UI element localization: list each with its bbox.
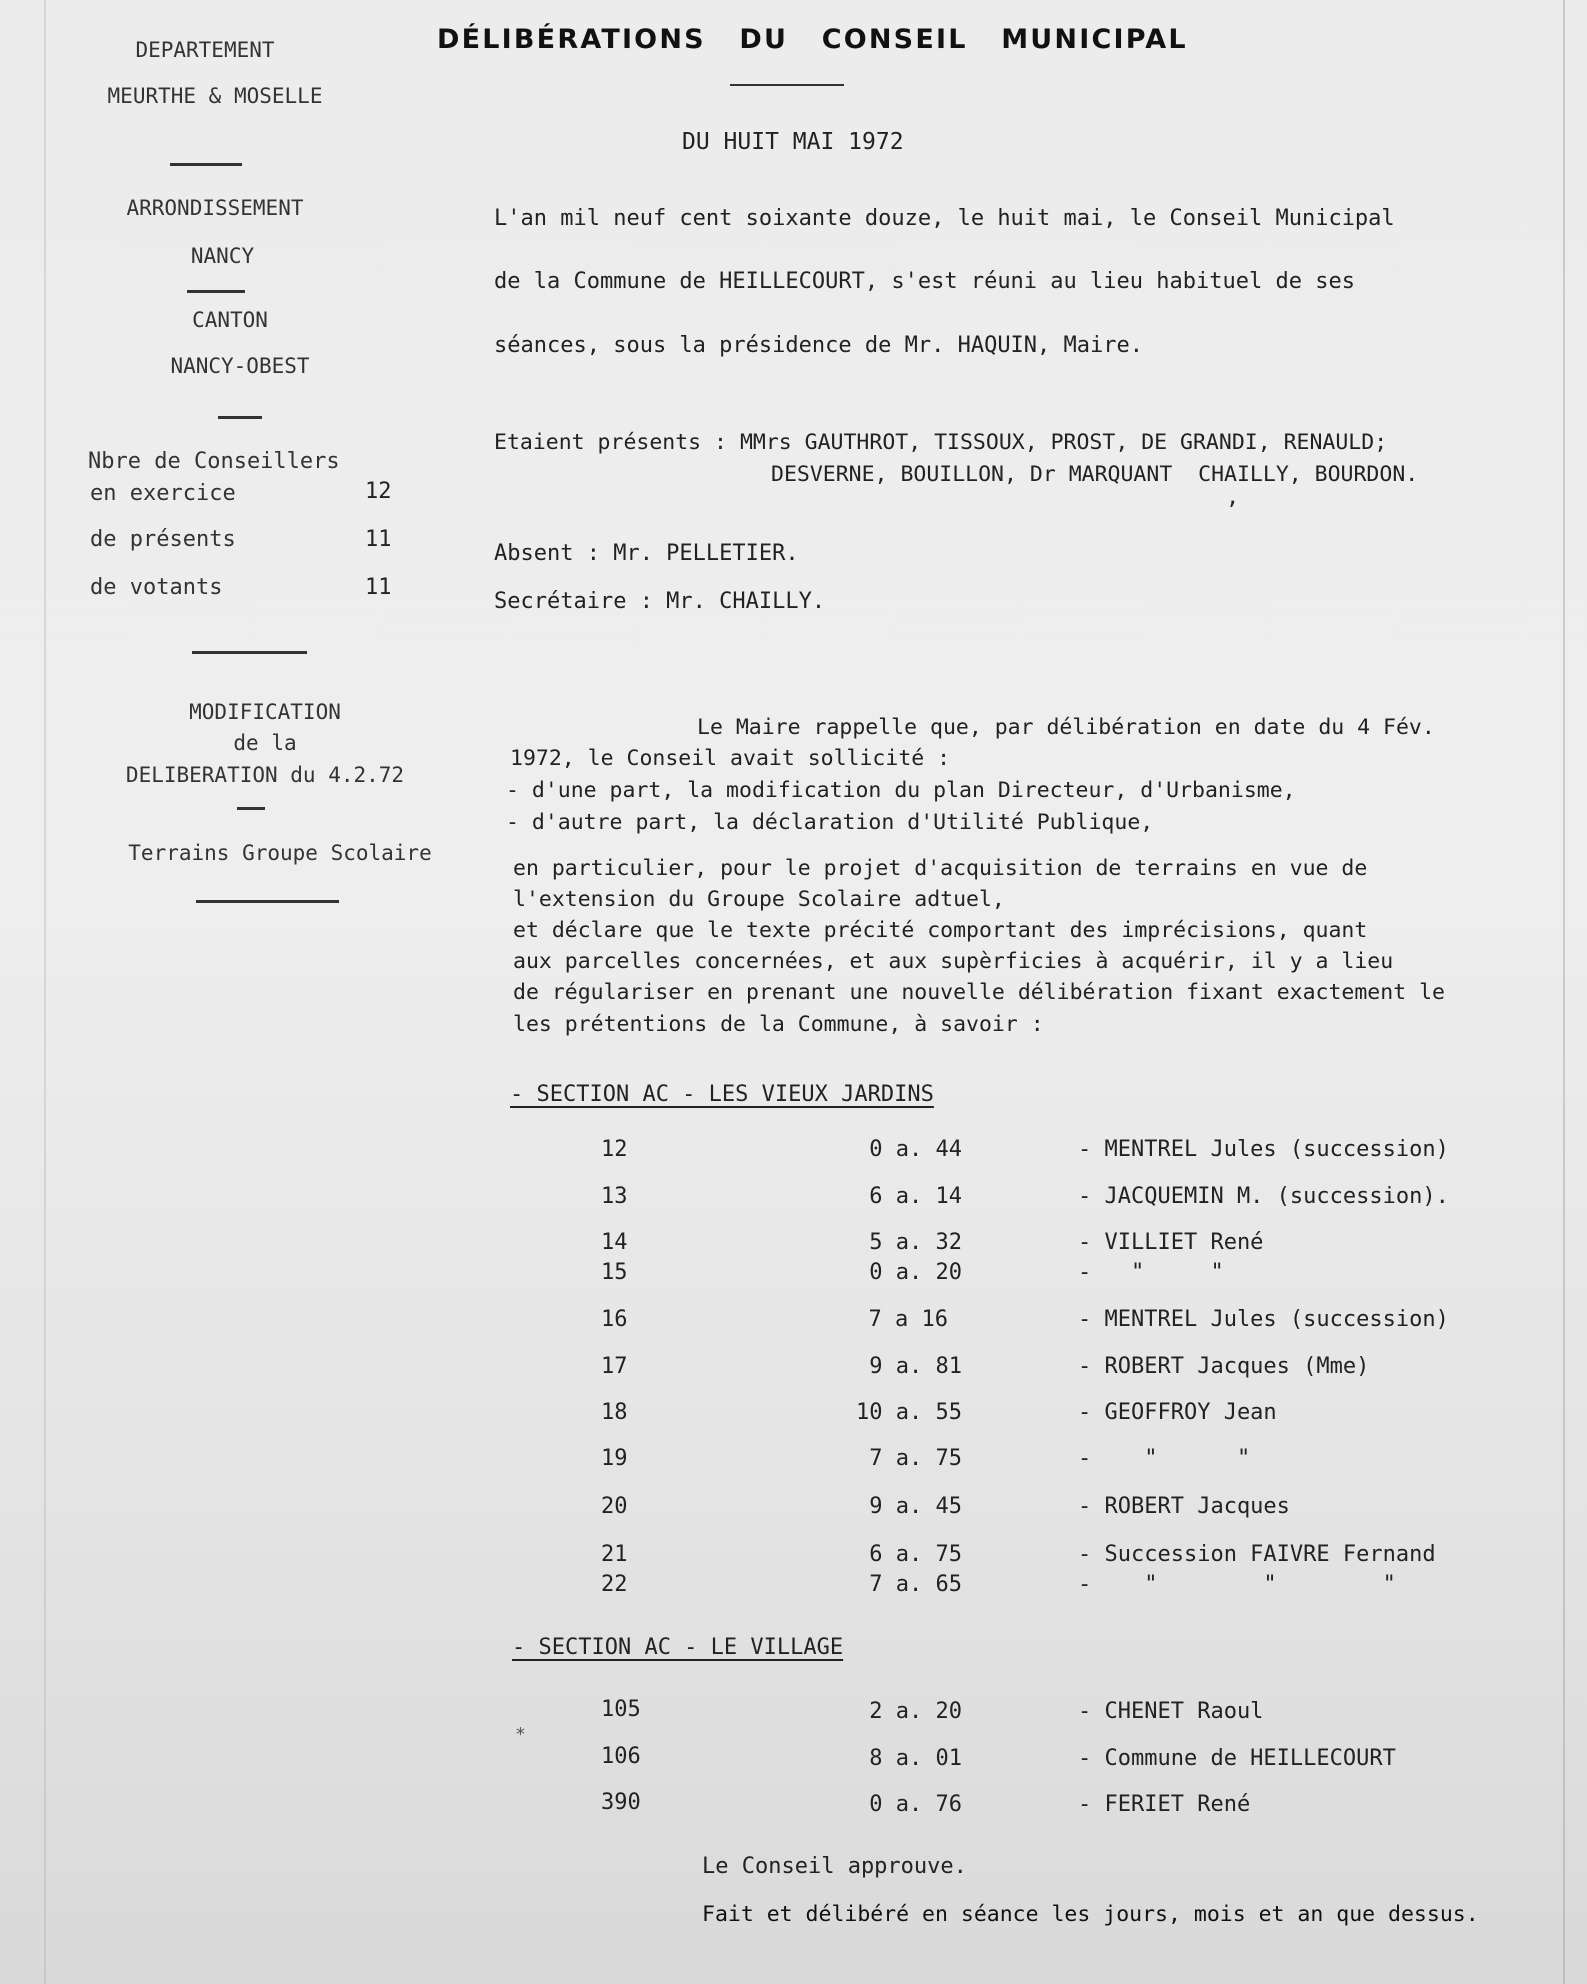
- parcel-owner: - FERIET René: [1078, 1792, 1251, 1817]
- attendance-secretaire: Secrétaire : Mr. CHAILLY.: [494, 589, 826, 614]
- parcel-number: 13: [601, 1184, 628, 1209]
- title-rule: [730, 84, 844, 86]
- body-line: l'extension du Groupe Scolaire adtuel,: [513, 887, 1005, 912]
- body-line: de régulariser en prenant une nouvelle délibération fixant exactement le: [513, 980, 1445, 1005]
- counts-votants-label: de votants: [90, 575, 223, 600]
- meeting-date: DU HUIT MAI 1972: [682, 129, 904, 155]
- separator: [192, 651, 307, 654]
- parcel-area: 7 a 16: [868, 1307, 948, 1332]
- counts-exercice-value: 12: [365, 479, 392, 504]
- parcel-area: 9 a. 81: [869, 1354, 962, 1379]
- departement-label: DEPARTEMENT: [135, 38, 275, 62]
- parcel-number: 18: [601, 1400, 628, 1425]
- closing-approve: Le Conseil approuve.: [702, 1854, 967, 1879]
- separator: [218, 416, 262, 419]
- parcel-area: 0 a. 44: [869, 1137, 962, 1162]
- parcel-area: 6 a. 14: [869, 1184, 962, 1209]
- parcel-number: 16: [601, 1307, 628, 1332]
- parcel-area: 7 a. 65: [869, 1572, 962, 1597]
- separator: [170, 163, 242, 166]
- arrondissement-label: ARRONDISSEMENT: [126, 196, 304, 220]
- parcel-area: 8 a. 01: [869, 1746, 962, 1771]
- parcel-owner: - MENTREL Jules (succession): [1078, 1307, 1449, 1332]
- parcel-owner: - Succession FAIVRE Fernand: [1078, 1542, 1436, 1567]
- parcel-owner: - " " ": [1078, 1572, 1396, 1597]
- parcel-area: 10 a. 55: [856, 1400, 962, 1425]
- parcel-owner: - ROBERT Jacques (Mme): [1078, 1354, 1370, 1379]
- body-line: en particulier, pour le projet d'acquisition de terrains en vue de: [513, 856, 1368, 881]
- parcel-number: 14: [601, 1230, 628, 1255]
- counts-header: Nbre de Conseillers: [88, 449, 340, 474]
- subject-line-3: DELIBERATION du 4.2.72: [125, 763, 405, 787]
- parcel-area: 2 a. 20: [869, 1699, 962, 1724]
- canton-value: NANCY-OBEST: [170, 354, 310, 378]
- separator: [237, 807, 265, 810]
- counts-exercice-label: en exercice: [90, 481, 236, 506]
- arrondissement-value: NANCY: [190, 244, 255, 268]
- separator: [196, 900, 339, 903]
- body-line: et déclare que le texte précité comportant des imprécisions, quant: [513, 918, 1368, 943]
- subject-line-2: de la: [233, 731, 297, 755]
- parcel-area: 7 a. 75: [869, 1446, 962, 1471]
- attendance-comma: ,: [1226, 485, 1240, 510]
- parcel-area: 5 a. 32: [869, 1230, 962, 1255]
- parcel-number: 390: [601, 1790, 641, 1815]
- counts-presents-value: 11: [365, 527, 392, 552]
- page-fold-line: [44, 0, 46, 1984]
- parcel-owner: - CHENET Raoul: [1078, 1699, 1264, 1724]
- separator: [187, 290, 245, 293]
- parcel-area: 0 a. 76: [869, 1792, 962, 1817]
- canton-label: CANTON: [192, 308, 268, 332]
- parcel-number: 22: [601, 1572, 628, 1597]
- asterisk-marker: *: [515, 1724, 526, 1745]
- parcel-number: 106: [601, 1744, 641, 1769]
- parcel-owner: - " ": [1078, 1260, 1224, 1285]
- page-title: DÉLIBÉRATIONS DU CONSEIL MUNICIPAL: [437, 24, 1188, 55]
- parcel-owner: - MENTREL Jules (succession): [1078, 1137, 1449, 1162]
- counts-presents-label: de présents: [90, 527, 236, 552]
- parcel-number: 12: [601, 1137, 628, 1162]
- parcel-owner: - GEOFFROY Jean: [1078, 1400, 1277, 1425]
- parcel-number: 17: [601, 1354, 628, 1379]
- section-heading: - SECTION AC - LES VIEUX JARDINS: [510, 1082, 934, 1107]
- parcel-number: 21: [601, 1542, 628, 1567]
- attendance-presents-continued: DESVERNE, BOUILLON, Dr MARQUANT CHAILLY, BOURDON.: [771, 462, 1419, 487]
- parcel-number: 20: [601, 1494, 628, 1519]
- attendance-absent: Absent : Mr. PELLETIER.: [494, 541, 799, 566]
- counts-votants-value: 11: [365, 575, 392, 600]
- subject-line-4: Terrains Groupe Scolaire: [128, 841, 432, 865]
- intro-line-3: séances, sous la présidence de Mr. HAQUIN, Maire.: [494, 333, 1144, 358]
- departement-value: MEURTHE & MOSELLE: [107, 84, 323, 108]
- body-line: 1972, le Conseil avait sollicité :: [510, 746, 951, 771]
- parcel-owner: - ROBERT Jacques: [1078, 1494, 1290, 1519]
- subject-line-1: MODIFICATION: [189, 700, 341, 724]
- body-line: - d'une part, la modification du plan Directeur, d'Urbanisme,: [506, 778, 1296, 803]
- body-line: Le Maire rappelle que, par délibération en date du 4 Fév.: [697, 715, 1435, 740]
- closing-signoff: Fait et délibéré en séance les jours, mois et an que dessus.: [702, 1902, 1479, 1927]
- parcel-number: 19: [601, 1446, 628, 1471]
- parcel-area: 6 a. 75: [869, 1542, 962, 1567]
- intro-line-2: de la Commune de HEILLECOURT, s'est réuni au lieu habituel de ses: [494, 269, 1355, 294]
- body-line: les prétentions de la Commune, à savoir :: [513, 1012, 1044, 1037]
- parcel-number: 105: [601, 1697, 641, 1722]
- page-edge-line: [1563, 0, 1565, 1984]
- body-line: aux parcelles concernées, et aux supèrficies à acquérir, il y a lieu: [513, 949, 1394, 974]
- section-heading: - SECTION AC - LE VILLAGE: [512, 1635, 844, 1660]
- body-line: - d'autre part, la déclaration d'Utilité Publique,: [506, 810, 1154, 835]
- parcel-number: 15: [601, 1260, 628, 1285]
- parcel-area: 0 a. 20: [869, 1260, 962, 1285]
- intro-line-1: L'an mil neuf cent soixante douze, le huit mai, le Conseil Municipal: [494, 206, 1395, 231]
- parcel-owner: - JACQUEMIN M. (succession).: [1078, 1184, 1449, 1209]
- parcel-owner: - " ": [1078, 1446, 1251, 1471]
- parcel-area: 9 a. 45: [869, 1494, 962, 1519]
- parcel-owner: - Commune de HEILLECOURT: [1078, 1746, 1396, 1771]
- parcel-owner: - VILLIET René: [1078, 1230, 1264, 1255]
- attendance-presents: Etaient présents : MMrs GAUTHROT, TISSOUX, PROST, DE GRANDI, RENAULD;: [494, 430, 1388, 455]
